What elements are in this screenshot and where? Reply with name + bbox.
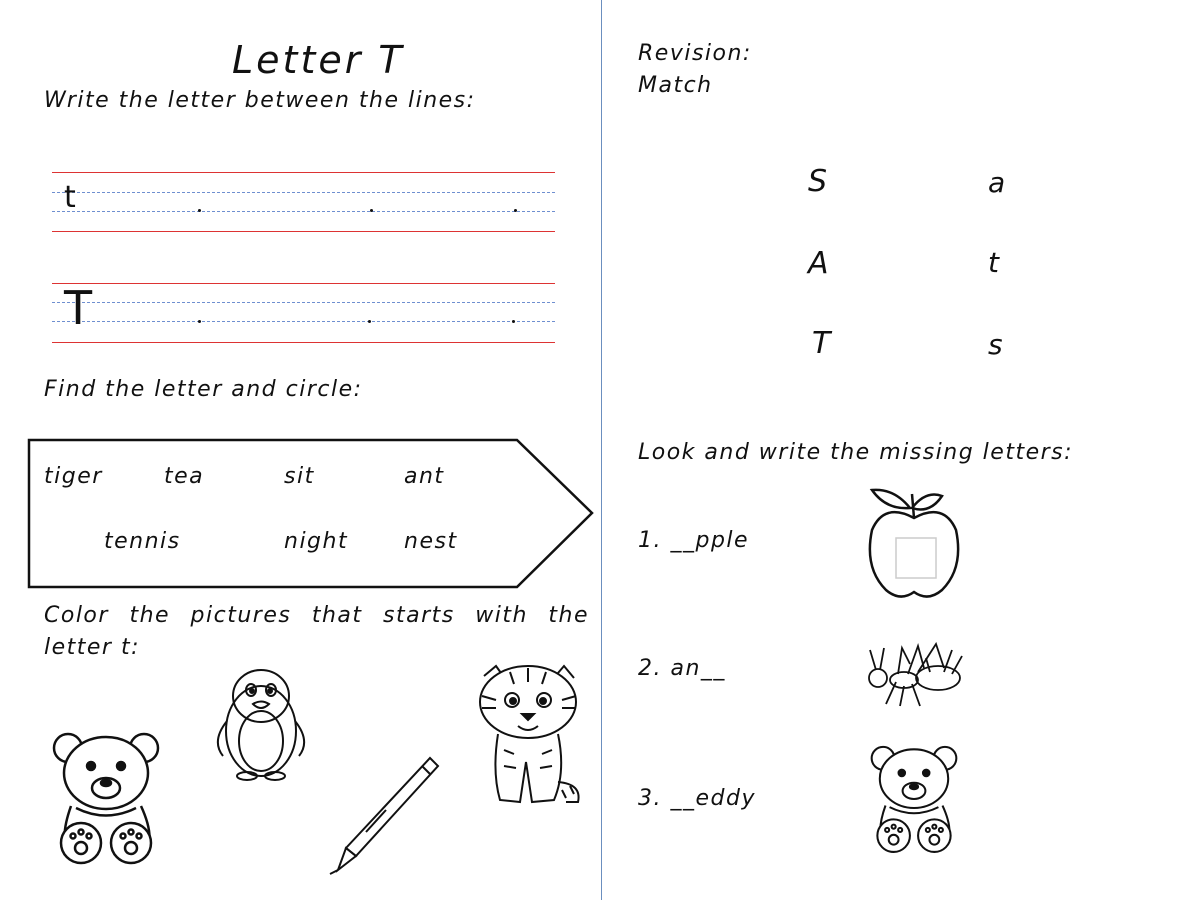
match-left-S[interactable]: S bbox=[808, 164, 829, 199]
uppercase-t-model: T bbox=[64, 281, 93, 335]
missing-item-apple[interactable]: 1. __pple bbox=[638, 528, 750, 553]
word-arrow-box bbox=[27, 438, 597, 590]
word-tennis[interactable]: tennis bbox=[104, 529, 181, 554]
word-tiger[interactable]: tiger bbox=[44, 464, 103, 489]
revision-label: Revision: bbox=[638, 41, 752, 66]
word-ant[interactable]: ant bbox=[404, 464, 445, 489]
color-instruction: Color the pictures that starts with the letter t: bbox=[44, 603, 589, 660]
teddy-bear-picture-small bbox=[864, 742, 964, 856]
find-instruction: Find the letter and circle: bbox=[44, 377, 363, 402]
word-sit[interactable]: sit bbox=[284, 464, 315, 489]
write-instruction: Write the letter between the lines: bbox=[44, 88, 476, 113]
worksheet-title: Letter T bbox=[232, 38, 405, 82]
match-right-t[interactable]: t bbox=[988, 246, 1001, 279]
pen-picture[interactable] bbox=[326, 752, 444, 876]
writing-lines-uppercase[interactable] bbox=[52, 283, 555, 345]
penguin-picture[interactable] bbox=[205, 666, 317, 782]
missing-letters-instruction: Look and write the missing letters: bbox=[638, 440, 1074, 465]
apple-picture bbox=[864, 488, 964, 602]
page-divider bbox=[601, 0, 602, 900]
word-night[interactable]: night bbox=[284, 529, 349, 554]
match-right-s[interactable]: s bbox=[988, 328, 1005, 361]
word-tea[interactable]: tea bbox=[164, 464, 205, 489]
teddy-bear-picture[interactable] bbox=[46, 728, 166, 868]
writing-lines-lowercase[interactable] bbox=[52, 172, 555, 234]
missing-item-teddy[interactable]: 3. __eddy bbox=[638, 786, 756, 811]
tiger-picture[interactable] bbox=[470, 662, 588, 812]
missing-item-ant[interactable]: 2. an__ bbox=[638, 656, 726, 681]
ant-picture bbox=[866, 642, 964, 708]
match-left-T[interactable]: T bbox=[812, 326, 832, 361]
word-nest[interactable]: nest bbox=[404, 529, 458, 554]
match-left-A[interactable]: A bbox=[808, 246, 831, 281]
lowercase-t-model: t bbox=[64, 180, 76, 215]
match-label: Match bbox=[638, 73, 713, 98]
match-right-a[interactable]: a bbox=[988, 166, 1007, 199]
